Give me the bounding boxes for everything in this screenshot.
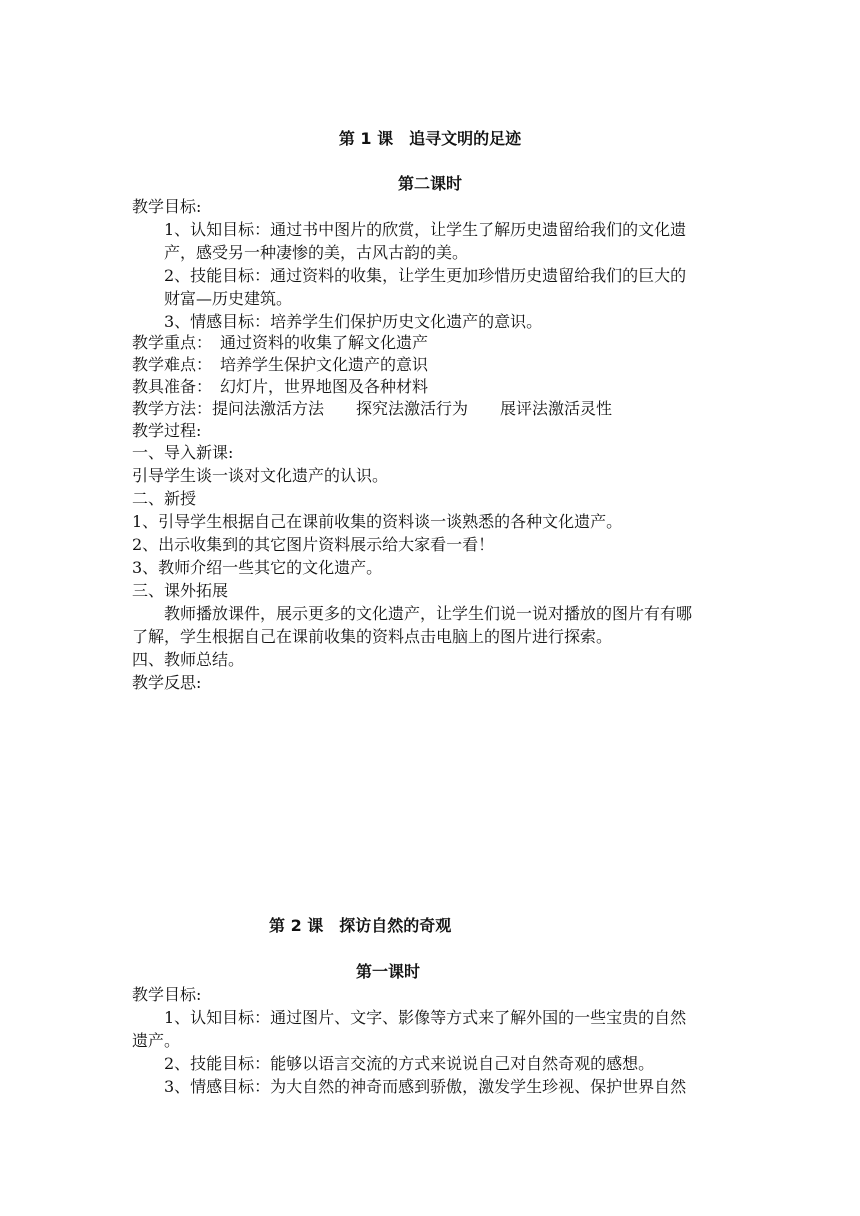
lesson1-goal2-line1: 2、技能目标：通过资料的收集，让学生更加珍惜历史遗留给我们的巨大的 — [164, 266, 687, 285]
lesson1-tools: 教具准备： 幻灯片，世界地图及各种材料 — [132, 377, 429, 396]
lesson2-title: 第 2 课 探访自然的奇观 — [269, 916, 452, 935]
lesson1-goal2-line2: 财富—历史建筑。 — [164, 289, 293, 308]
lesson1-period: 第二课时 — [397, 174, 462, 193]
lesson1-section3-title: 三、课外拓展 — [132, 581, 229, 600]
lesson1-title: 第 1 课 追寻文明的足迹 — [338, 129, 522, 148]
lesson1-goals-label: 教学目标: — [132, 197, 202, 216]
lesson2-goal1-line2: 遗产。 — [132, 1031, 181, 1050]
lesson1-section3-line2: 了解，学生根据自己在课前收集的资料点击电脑上的图片进行探索。 — [132, 627, 613, 646]
lesson1-section1-title: 一、导入新课: — [132, 443, 234, 462]
lesson1-section3-line1: 教师播放课件，展示更多的文化遗产，让学生们说一说对播放的图片有有哪 — [164, 604, 693, 623]
lesson1-goal1-line1: 1、认知目标：通过书中图片的欣赏，让学生了解历史遗留给我们的文化遗 — [164, 220, 687, 239]
lesson1-section2-item3: 3、教师介绍一些其它的文化遗产。 — [132, 558, 383, 577]
lesson2-goal1-line1: 1、认知目标：通过图片、文字、影像等方式来了解外国的一些宝贵的自然 — [164, 1008, 687, 1027]
lesson1-reflection-label: 教学反思: — [132, 673, 202, 692]
lesson1-section1-text: 引导学生谈一谈对文化遗产的认识。 — [132, 466, 389, 485]
lesson1-process-label: 教学过程: — [132, 421, 202, 440]
lesson2-goal2: 2、技能目标：能够以语言交流的方式来说说自己对自然奇观的感想。 — [164, 1054, 655, 1073]
lesson2-goals-label: 教学目标: — [132, 985, 202, 1004]
lesson1-section2-item2: 2、出示收集到的其它图片资料展示给大家看一看！ — [132, 535, 495, 554]
lesson1-goal1-line2: 产，感受另一种凄惨的美，古风古韵的美。 — [164, 243, 469, 262]
lesson1-section2-item1: 1、引导学生根据自己在课前收集的资料谈一谈熟悉的各种文化遗产。 — [132, 512, 623, 531]
lesson1-methods: 教学方法：提问法激活方法 探究法激活行为 展评法激活灵性 — [132, 399, 613, 418]
lesson1-section2-title: 二、新授 — [132, 489, 197, 508]
lesson1-goal3: 3、情感目标：培养学生们保护历史文化遗产的意识。 — [164, 312, 543, 331]
lesson2-period: 第一课时 — [356, 962, 421, 981]
lesson1-section4-title: 四、教师总结。 — [132, 650, 245, 669]
lesson1-difficulty: 教学难点： 培养学生保护文化遗产的意识 — [132, 355, 429, 374]
lesson2-goal3-line1: 3、情感目标：为大自然的神奇而感到骄傲，激发学生珍视、保护世界自然 — [164, 1077, 687, 1096]
lesson1-key-point: 教学重点： 通过资料的收集了解文化遗产 — [132, 333, 429, 352]
